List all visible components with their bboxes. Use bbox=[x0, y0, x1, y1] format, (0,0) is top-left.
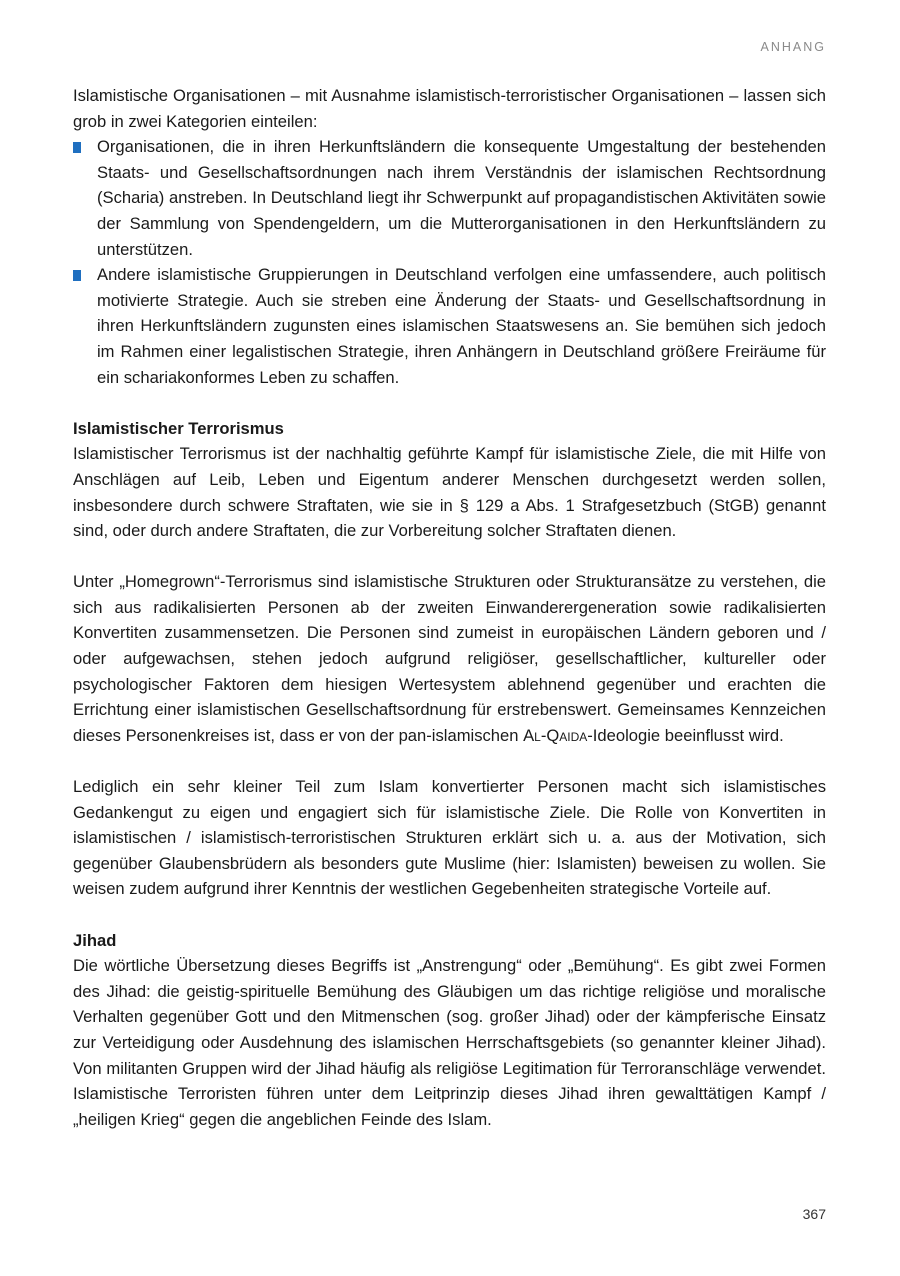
terrorism-paragraph: Islamistischer Terrorismus ist der nachhaltig geführte Kampf für islamistische Ziele, die mit Hilfe von Anschlägen auf Leib, Leben und Eigentum anderer Menschen durchgesetzt werden sollen, insbesondere durch schwere Straftaten, wie sie in § 129 a Abs. 1 Strafgesetzbuch (StGB) genannt sind, oder durch andere Straftaten, die zur Vorbereitung solcher Straftaten dienen. bbox=[73, 444, 826, 541]
square-bullet-icon bbox=[73, 142, 81, 153]
page-content bbox=[73, 83, 826, 1132]
square-bullet-icon bbox=[73, 270, 81, 281]
converts-paragraph: Lediglich ein sehr kleiner Teil zum Islam konvertierter Personen macht sich islamistisches Gedankengut zu eigen und engagiert sich für islamistische Ziele. Die Rolle von Konvertiten in islamistischen / islamistisch-terroristischen Strukturen erklärt sich u. a. aus der Motivation, sich gegenüber Glaubensbrüdern als besonders gute Muslime (hier: Islamisten) beweisen zu wollen. Sie weisen zudem aufgrund ihrer Kenntnis der westlichen Gegebenheiten strategische Vorteile auf. bbox=[73, 777, 826, 899]
section-heading-jihad: Jihad bbox=[73, 930, 117, 950]
section-heading-terrorism: Islamistischer Terrorismus bbox=[73, 418, 284, 438]
homegrown-text-end: -Ideologie beeinflusst wird. bbox=[587, 725, 784, 745]
organization-name: Al-Qaida bbox=[523, 725, 588, 745]
page-number: 367 bbox=[802, 1206, 826, 1222]
category-list bbox=[73, 134, 826, 390]
list-item-text: Organisationen, die in ihren Herkunftsländern die konsequente Umgestaltung der bestehenden Staats- und Gesellschaftsordnungen nach ihrem Verständnis der islamischen Rechtsordnung (Scharia) anstreben. In Deutschland liegt ihr Schwerpunkt auf propagandistischen Aktivitäten sowie der Sammlung von Spendengeldern, um die Mutterorganisationen in den Herkunftsländern zu unterstützen. bbox=[97, 137, 826, 259]
intro-paragraph: Islamistische Organisationen – mit Ausnahme islamistisch-terroristischer Organisationen – lassen sich grob in zwei Kategorien einteilen: bbox=[73, 86, 826, 131]
list-item-text: Andere islamistische Gruppierungen in Deutschland verfolgen eine umfassendere, auch politisch motivierte Strategie. Auch sie streben eine Änderung der Staats- und Gesellschaftsordnung in ihren Herkunftsländern zugunsten eines islamischen Staatswesens an. Sie bemühen sich jedoch im Rahmen einer legalistischen Strategie, ihren Anhängern in Deutschland größere Freiräume für ein schariakonformes Leben zu schaffen. bbox=[97, 265, 826, 387]
homegrown-text: Unter „Homegrown“-Terrorismus sind islamistische Strukturen oder Strukturansätze zu verstehen, die sich aus radikalisierten Personen ab der zweiten Einwanderergeneration sowie radikalisierten Konvertiten zusammensetzen. Die Personen sind zumeist in europäischen Ländern geboren und / oder aufgewachsen, stehen jedoch aufgrund religiöser, gesellschaftlicher, kultureller oder psychologischer Faktoren dem hiesigen Wertesystem ablehnend gegenüber und erachten die Errichtung einer islamistischen Gesellschaftsordnung für erstrebenswert. Gemeinsames Kennzeichen dieses Personenkreises ist, dass er von der pan-islamischen bbox=[73, 572, 826, 745]
list-item bbox=[73, 262, 826, 390]
running-head: ANHANG bbox=[760, 40, 826, 54]
homegrown-paragraph bbox=[73, 569, 826, 748]
jihad-paragraph: Die wörtliche Übersetzung dieses Begriffs ist „Anstrengung“ oder „Bemühung“. Es gibt zwei Formen des Jihad: die geistig-spirituelle Bemühung des Gläubigen um das richtige religiöse und moralische Verhalten gegenüber Gott und den Mitmenschen (sog. großer Jihad) oder der kämpferische Einsatz zur Verteidigung oder Ausdehnung des islamischen Herrschaftsgebiets (so genannter kleiner Jihad). Von militanten Gruppen wird der Jihad häufig als religiöse Legitimation für Terroranschläge verwendet. Islamistische Terroristen führen unter dem Leitprinzip dieses Jihad ihren gewalttätigen Kampf / „heiligen Krieg“ gegen die angeblichen Feinde des Islam. bbox=[73, 956, 826, 1129]
list-item bbox=[73, 134, 826, 262]
